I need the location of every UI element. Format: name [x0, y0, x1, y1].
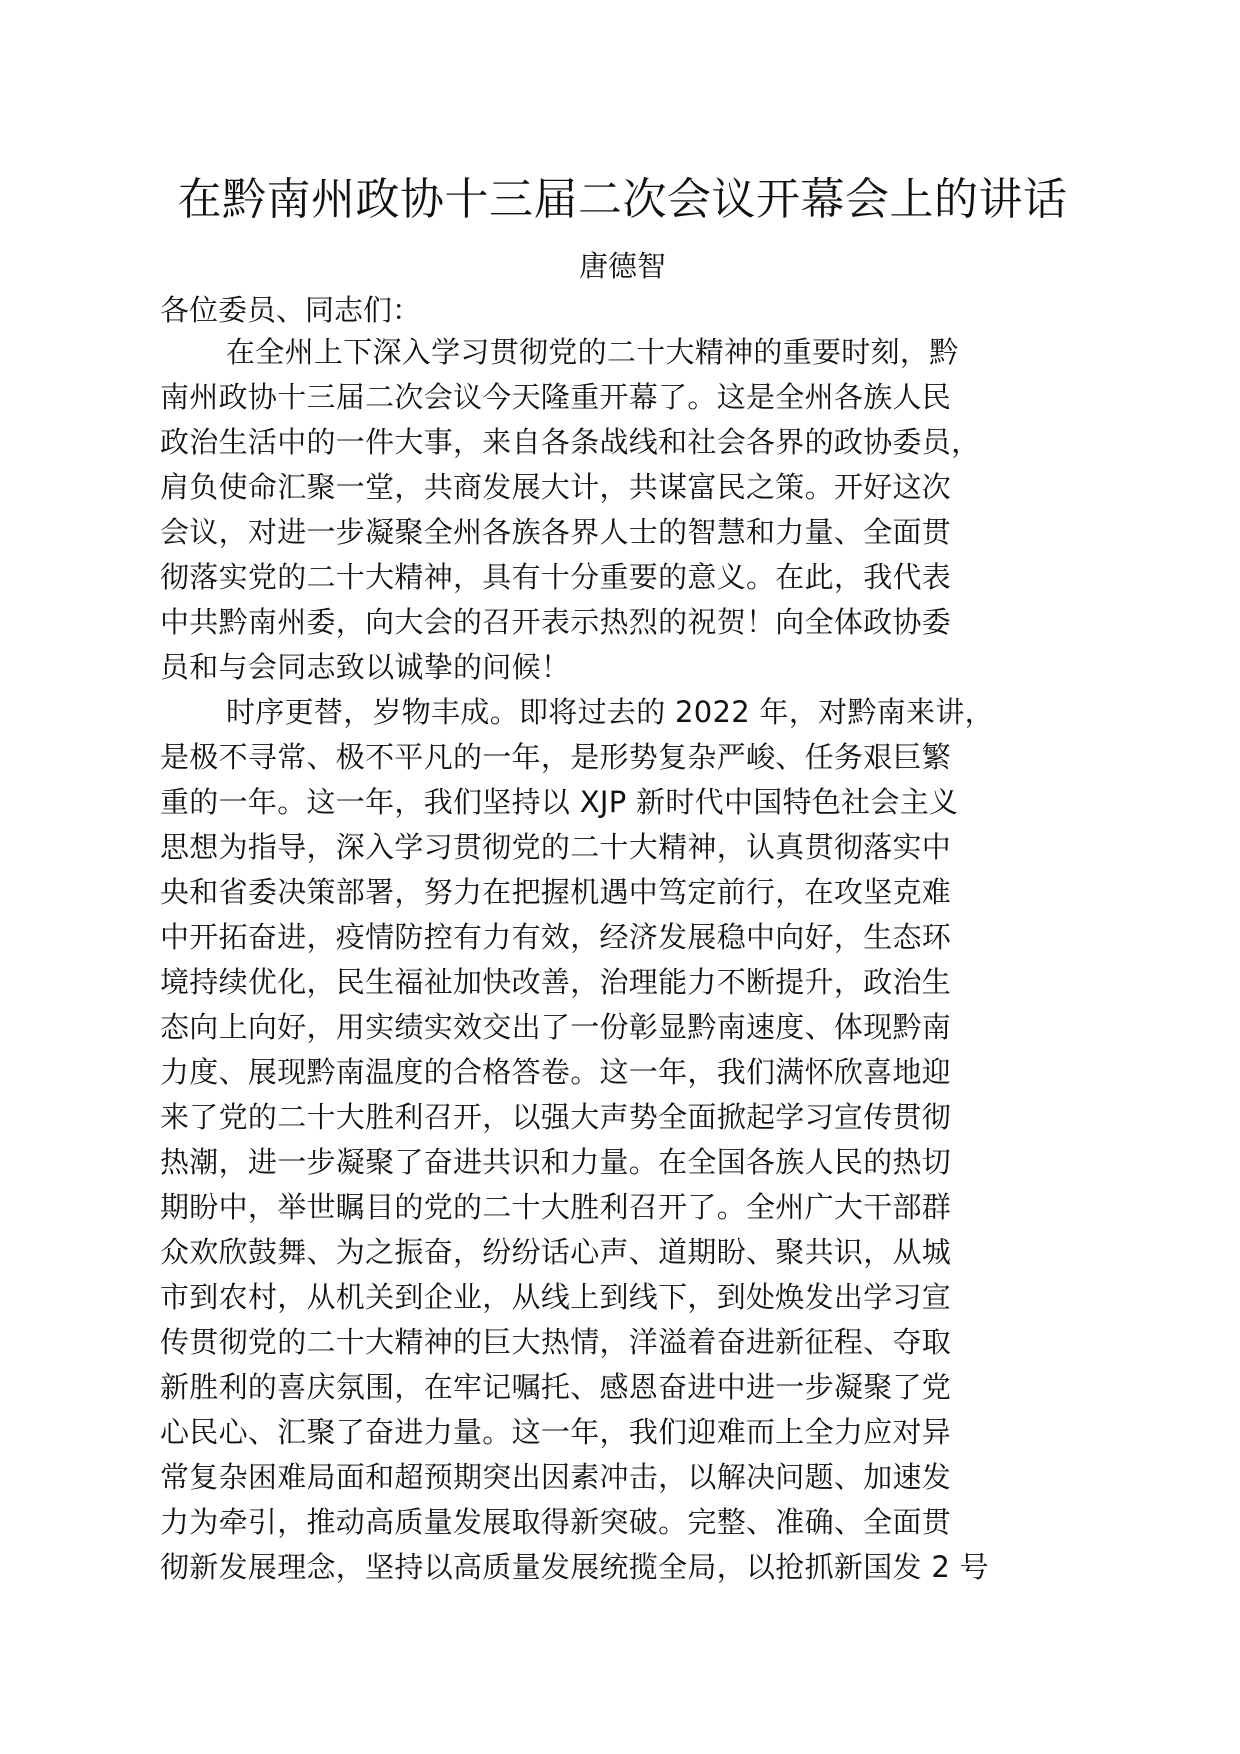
document-title: 在黔南州政协十三届二次会议开幕会上的讲话: [177, 174, 1068, 225]
body-paragraph: [160, 690, 1085, 1590]
paragraph-line: 常复杂困难局面和超预期突出因素冲击，以解决问题、加速发: [160, 1460, 952, 1494]
paragraph-line: 众欢欣鼓舞、为之振奋，纷纷话心声、道期盼、聚共识，从城: [160, 1235, 952, 1269]
paragraph-line: 是极不寻常、极不平凡的一年，是形势复杂严峻、任务艰巨繁: [160, 740, 952, 774]
paragraph-line: 传贯彻党的二十大精神的巨大热情，洋溢着奋进新征程、夺取: [160, 1325, 952, 1359]
paragraph-line: 来了党的二十大胜利召开，以强大声势全面掀起学习宣传贯彻: [160, 1100, 952, 1134]
paragraph-line: 态向上向好，用实绩实效交出了一份彰显黔南速度、体现黔南: [160, 1010, 952, 1044]
document-page: [160, 158, 1085, 1590]
paragraph-line: 肩负使命汇聚一堂，共商发展大计，共谋富民之策。开好这次: [160, 470, 952, 504]
paragraph-line: 思想为指导，深入学习贯彻党的二十大精神，认真贯彻落实中: [160, 830, 952, 864]
paragraph-line: 力为牵引，推动高质量发展取得新突破。完整、准确、全面贯: [160, 1505, 952, 1539]
paragraph-line: 中开拓奋进，疫情防控有力有效，经济发展稳中向好，生态环: [160, 920, 952, 954]
paragraph-line: 中共黔南州委，向大会的召开表示热烈的祝贺！向全体政协委: [160, 605, 952, 639]
paragraph-line: 热潮，进一步凝聚了奋进共识和力量。在全国各族人民的热切: [160, 1145, 952, 1179]
paragraph-line: 力度、展现黔南温度的合格答卷。这一年，我们满怀欣喜地迎: [160, 1055, 952, 1089]
paragraph-line: 在全州上下深入学习贯彻党的二十大精神的重要时刻，黔: [226, 335, 959, 369]
paragraph-line: 市到农村，从机关到企业，从线上到线下，到处焕发出学习宣: [160, 1280, 952, 1314]
paragraph-line: 期盼中，举世瞩目的党的二十大胜利召开了。全州广大干部群: [160, 1190, 952, 1224]
body-paragraph: [160, 330, 1085, 690]
paragraph-line: 政治生活中的一件大事，来自各条战线和社会各界的政协委员，: [160, 425, 981, 459]
body-text: [160, 330, 1085, 1590]
paragraph-line: 彻落实党的二十大精神，具有十分重要的意义。在此，我代表: [160, 560, 952, 594]
paragraph-line: 心民心、汇聚了奋进力量。这一年，我们迎难而上全力应对异: [160, 1415, 952, 1449]
paragraph-line: 重的一年。这一年，我们坚持以 XJP 新时代中国特色社会主义: [160, 785, 959, 819]
author-name: 唐德智: [578, 249, 666, 283]
paragraph-line: 员和与会同志致以诚挚的问候！: [160, 650, 571, 684]
paragraph-line: 南州政协十三届二次会议今天隆重开幕了。这是全州各族人民: [160, 380, 952, 414]
paragraph-line: 央和省委决策部署，努力在把握机遇中笃定前行，在攻坚克难: [160, 875, 952, 909]
paragraph-line: 境持续优化，民生福祉加快改善，治理能力不断提升，政治生: [160, 965, 952, 999]
paragraph-line: 会议，对进一步凝聚全州各族各界人士的智慧和力量、全面贯: [160, 515, 952, 549]
salutation: 各位委员、同志们：: [160, 293, 422, 327]
paragraph-line: 新胜利的喜庆氛围，在牢记嘱托、感恩奋进中进一步凝聚了党: [160, 1370, 952, 1404]
paragraph-line: 时序更替，岁物丰成。即将过去的 2022 年，对黔南来讲，: [226, 695, 994, 729]
paragraph-line: 彻新发展理念，坚持以高质量发展统揽全局，以抢抓新国发 2 号: [160, 1550, 989, 1584]
